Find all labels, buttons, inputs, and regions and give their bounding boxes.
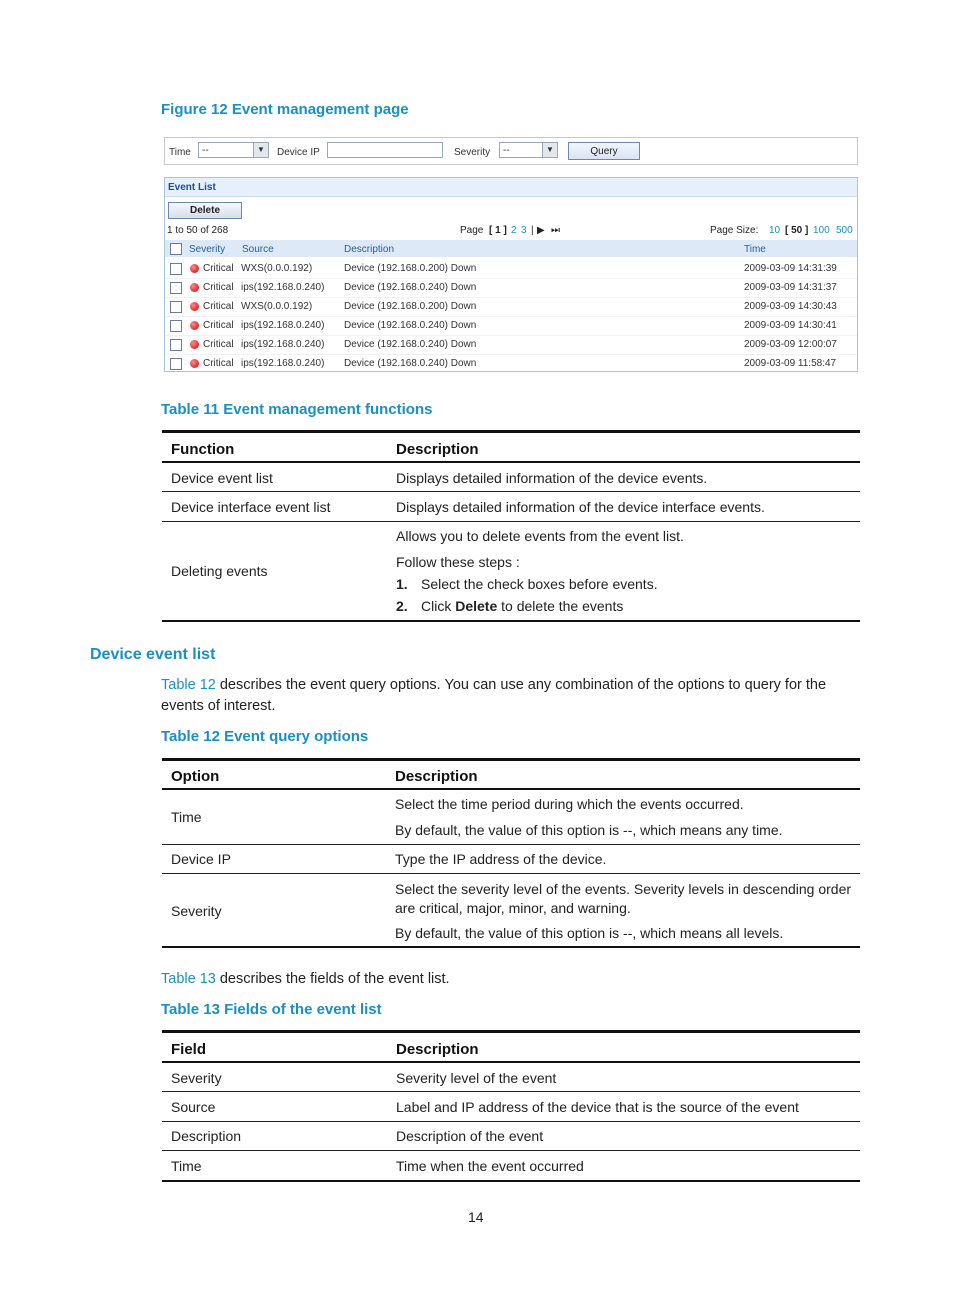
row-description: Device (192.168.0.240) Down [344,358,477,369]
page-link-3[interactable]: 3 [521,225,527,236]
query-bar [164,137,858,165]
table-cell: are critical, major, minor, and warning. [395,900,631,916]
row-source: ips(192.168.0.240) [241,358,325,369]
select-all-checkbox[interactable] [170,243,182,255]
section-heading: Device event list [90,646,216,663]
row-checkbox[interactable] [170,282,182,294]
page-current: [ 1 ] [489,225,507,236]
row-severity: Critical [203,301,234,312]
table11-header-description: Description [396,441,479,458]
table-row [165,278,857,298]
page-size-500[interactable]: 500 [836,225,853,236]
row-checkbox[interactable] [170,320,182,332]
row-severity: Critical [203,339,234,350]
table-row [165,335,857,355]
page-size-50: [ 50 ] [785,225,809,236]
row-time: 2009-03-09 11:58:47 [744,358,837,369]
event-list-title: Event List [165,178,857,197]
row-description: Device (192.168.0.200) Down [344,301,477,312]
table-cell: Description [171,1128,242,1144]
critical-icon [190,283,199,292]
critical-icon [190,359,199,368]
table13-caption: Table 13 Fields of the event list [161,1001,382,1018]
table-cell: Description of the event [396,1128,544,1144]
critical-icon [190,302,199,311]
row-description: Device (192.168.0.240) Down [344,282,477,293]
last-page-icon[interactable]: ⏭ [551,225,560,236]
table-cell: By default, the value of this option is --, which means any time. [395,822,783,838]
col-source[interactable]: Source [242,244,274,255]
figure-caption: Figure 12 Event management page [161,101,409,118]
step-number: 2. [396,598,408,614]
paragraph: Table 12 describes the event query options. You can use any combination of the options to query for the [161,677,827,693]
table-cell: Deleting events [171,563,268,579]
table-cell: Severity level of the event [396,1070,557,1086]
time-select-value: -- [202,145,209,156]
row-time: 2009-03-09 14:31:39 [744,263,837,274]
device-interface-event-list-link[interactable]: Device interface event list [171,499,331,515]
table13-header-field: Field [171,1041,207,1058]
row-time: 2009-03-09 12:00:07 [744,339,837,350]
table11 [162,430,860,623]
range-text: 1 to 50 of 268 [167,225,229,236]
col-severity[interactable]: Severity [189,244,226,255]
table-cell: Time [171,809,202,825]
row-checkbox[interactable] [170,263,182,275]
paragraph: Table 13 describes the fields of the event list. [161,971,450,987]
table-cell: Time [171,1158,202,1174]
row-checkbox[interactable] [170,339,182,351]
critical-icon [190,340,199,349]
row-severity: Critical [203,358,234,369]
step-text: Click Delete to delete the events [421,598,624,614]
col-time[interactable]: Time [744,244,766,255]
table13 [162,1030,860,1185]
table11-header-function: Function [171,441,235,458]
grid-header [165,240,857,257]
critical-icon [190,321,199,330]
row-description: Device (192.168.0.240) Down [344,339,477,350]
page-link-2[interactable]: 2 [511,225,517,236]
table-cell: Allows you to delete events from the event list. [396,528,684,544]
table-cell: By default, the value of this option is --, which means all levels. [395,925,784,941]
paragraph-continued: events of interest. [161,698,276,714]
page-separator: | [531,225,534,236]
table-row [165,354,857,372]
table-row [165,259,857,279]
critical-icon [190,264,199,273]
row-time: 2009-03-09 14:31:37 [744,282,837,293]
table13-link[interactable]: Table 13 [161,971,216,987]
row-source: ips(192.168.0.240) [241,339,325,350]
table12-caption: Table 12 Event query options [161,728,369,745]
table-cell: Time when the event occurred [396,1158,584,1174]
row-time: 2009-03-09 14:30:43 [744,301,837,312]
row-checkbox[interactable] [170,301,182,313]
severity-select[interactable] [499,142,558,158]
chevron-down-icon: ▼ [253,143,268,157]
table-cell: Displays detailed information of the device events. [396,470,708,486]
delete-button[interactable]: Delete [168,202,242,219]
query-button[interactable]: Query [568,142,640,160]
table-row [165,316,857,336]
time-select[interactable] [198,142,269,158]
row-severity: Critical [203,282,234,293]
severity-select-value: -- [503,145,510,156]
row-source: ips(192.168.0.240) [241,320,325,331]
table12-link[interactable]: Table 12 [161,677,216,693]
table-cell: Device IP [171,851,231,867]
step-number: 1. [396,576,408,592]
page-size-label: Page Size: [710,225,759,236]
device-ip-label: Device IP [277,147,320,158]
table-row [165,297,857,317]
chevron-down-icon: ▼ [542,143,557,157]
device-ip-input[interactable] [327,142,443,158]
row-source: WXS(0.0.0.192) [241,263,313,274]
table-cell: Label and IP address of the device that is the source of the event [396,1099,799,1115]
row-time: 2009-03-09 14:30:41 [744,320,837,331]
table-cell: Displays detailed information of the device interface events. [396,499,765,515]
page-size-10[interactable]: 10 [769,225,781,236]
page-number: 14 [468,1209,484,1225]
page-size-100[interactable]: 100 [813,225,830,236]
event-list-panel [164,177,858,372]
table12-header-description: Description [395,768,478,785]
table11-caption: Table 11 Event management functions [161,401,433,418]
table-cell: Select the severity level of the events. Severity levels in descending order [395,881,852,897]
next-page-icon[interactable]: ▶ [537,225,545,236]
table-cell: Type the IP address of the device. [395,851,607,867]
table-cell: Select the time period during which the events occurred. [395,796,744,812]
time-label: Time [169,147,191,158]
table12-header-option: Option [171,768,220,785]
row-source: ips(192.168.0.240) [241,282,325,293]
severity-label: Severity [454,147,491,158]
device-event-list-link[interactable]: Device event list [171,470,273,486]
row-description: Device (192.168.0.200) Down [344,263,477,274]
table13-header-description: Description [396,1041,479,1058]
step-text: Select the check boxes before events. [421,576,658,592]
col-description[interactable]: Description [344,244,395,255]
table-cell: Severity [171,903,222,919]
row-severity: Critical [203,320,234,331]
pager [165,224,857,238]
row-source: WXS(0.0.0.192) [241,301,313,312]
table12 [162,758,860,951]
table-cell: Follow these steps : [396,554,520,570]
row-description: Device (192.168.0.240) Down [344,320,477,331]
row-checkbox[interactable] [170,358,182,370]
row-severity: Critical [203,263,234,274]
table-cell: Severity [171,1070,222,1086]
page-label: Page [460,225,484,236]
table-cell: Source [171,1099,216,1115]
